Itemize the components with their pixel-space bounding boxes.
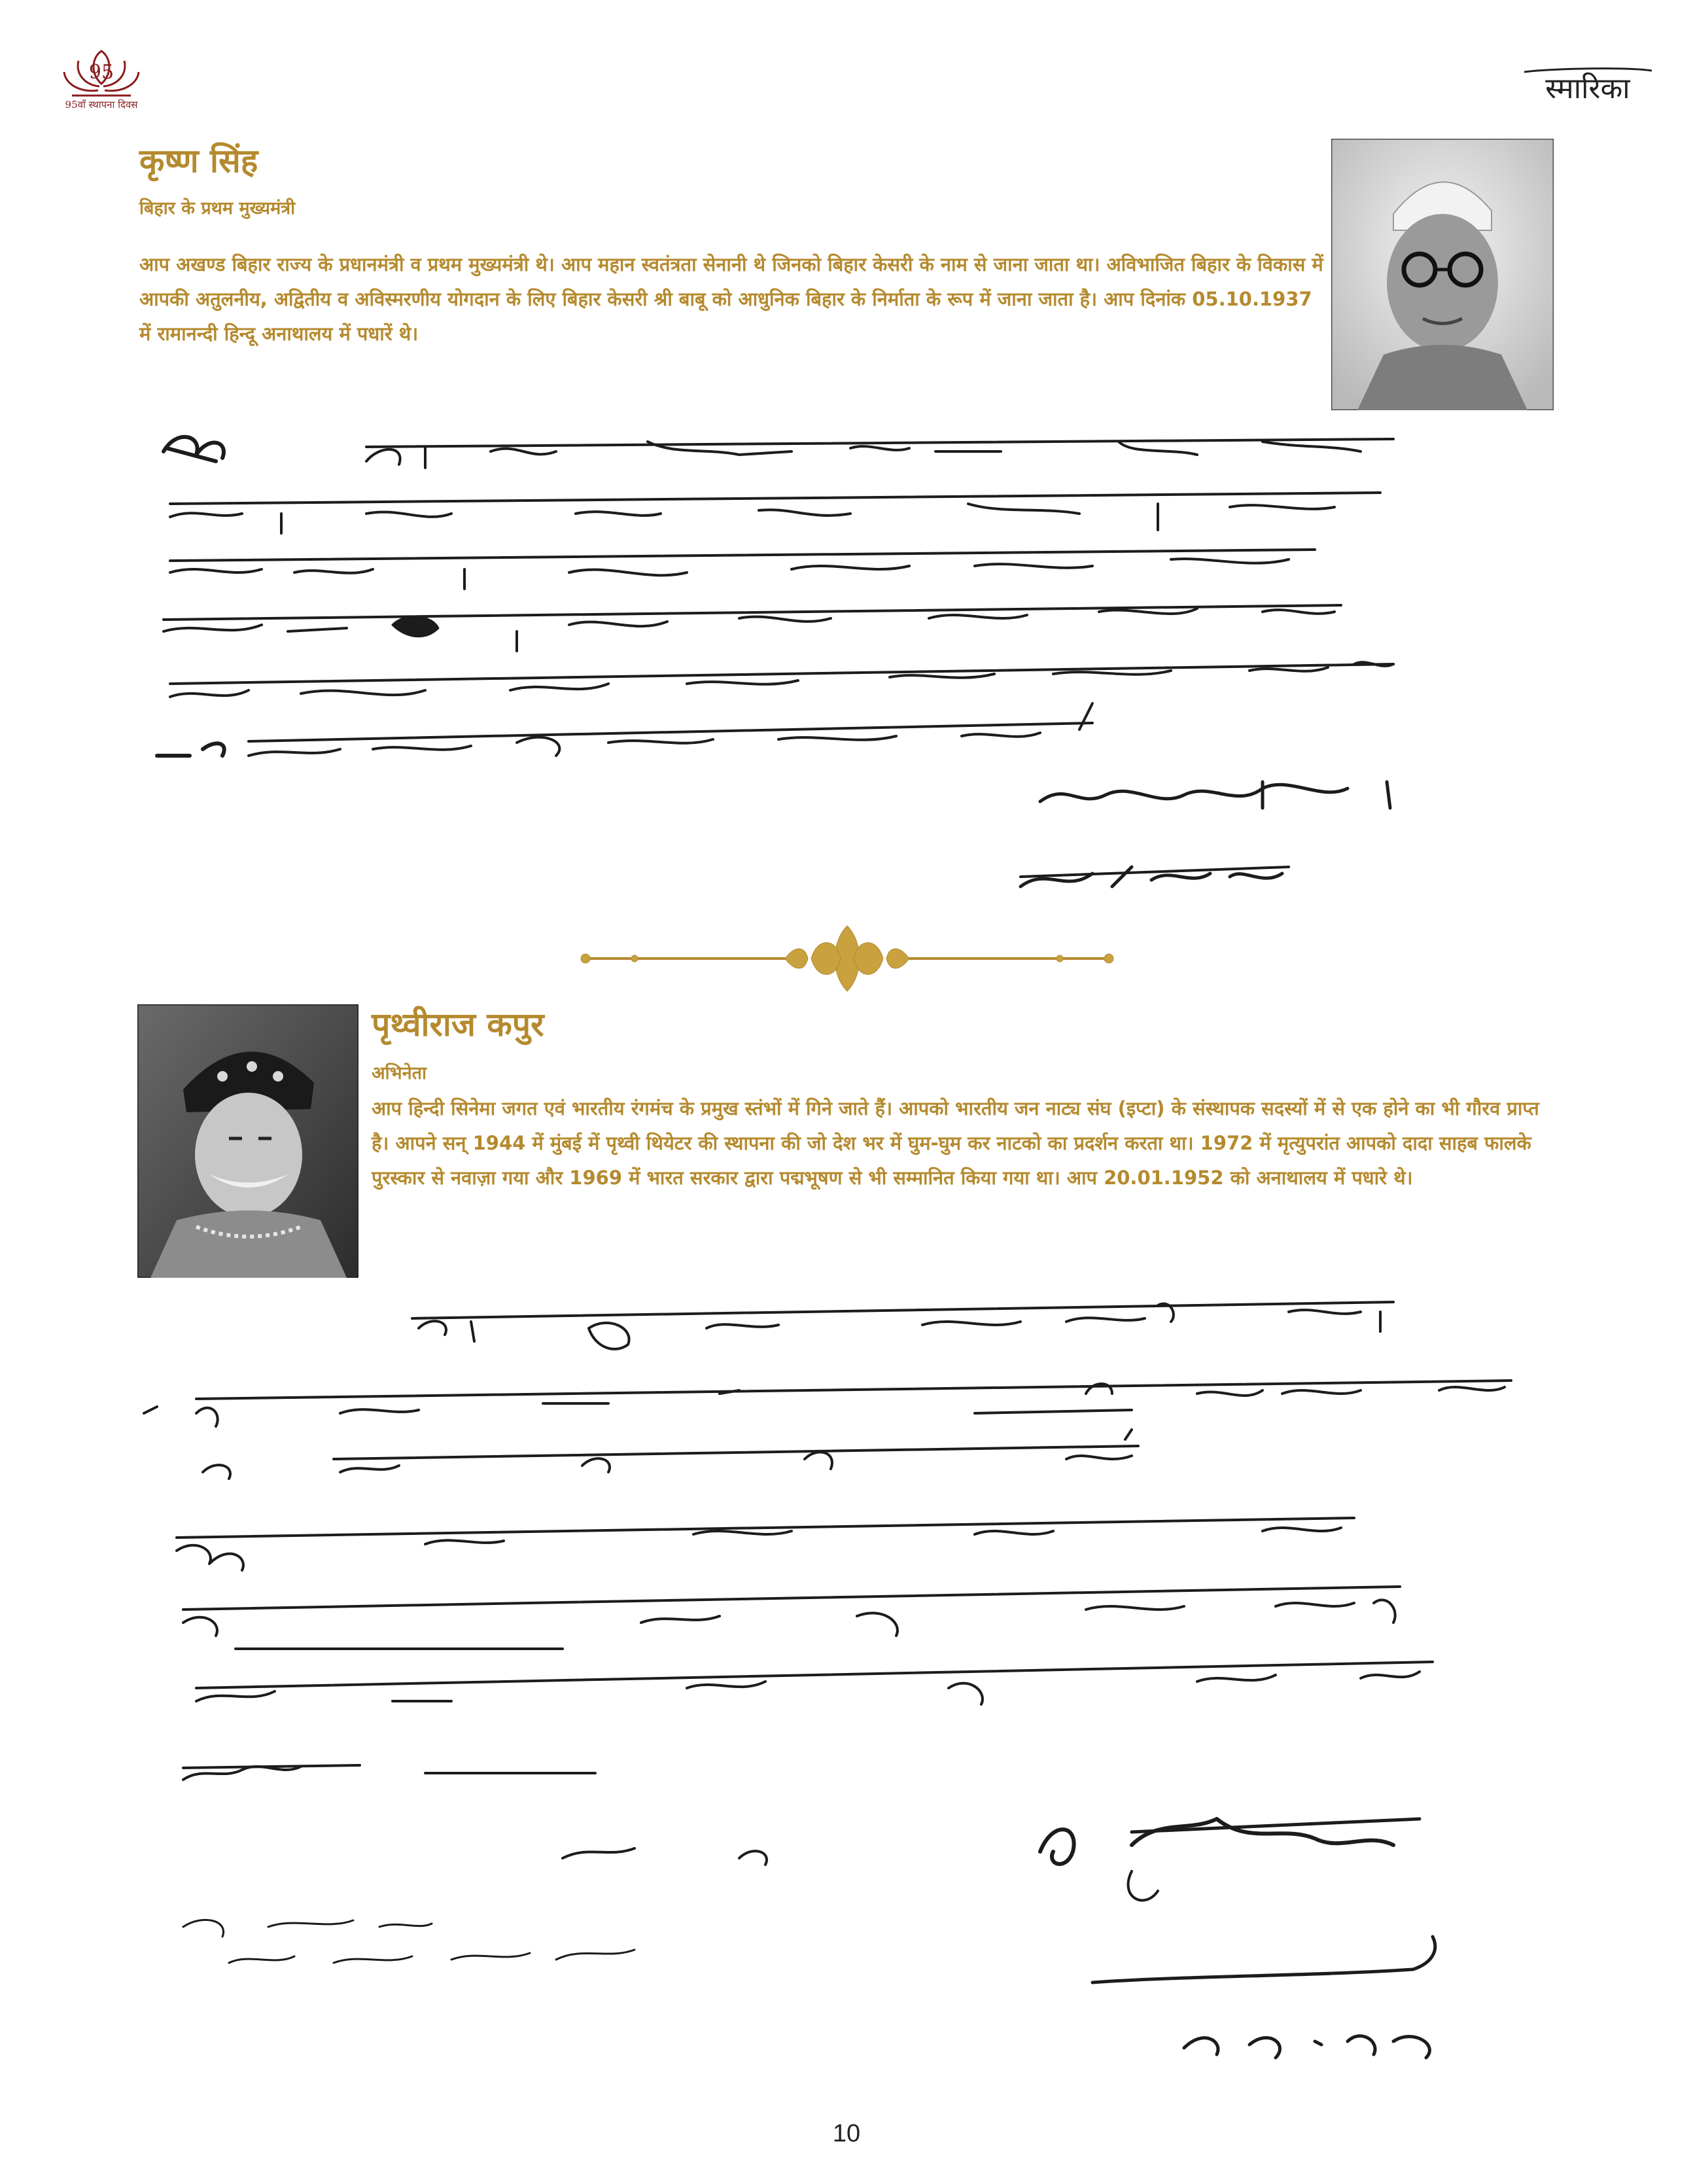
section2-bio: आप हिन्दी सिनेमा जगत एवं भारतीय रंगमंच के प्रमुख स्तंभों में गिने जाते हैं। आपको भारतीय जन नाट्य संघ (इप्टा) के संस्थापक सदस्यों में से एक होने का भी गौरव प्राप्त है। आपने सन् 1944 में मुंबई में पृथ्वी थियेटर की स्थापना की जो देश भर में घुम-घुम कर नाटको का प्रदर्शन करता था। 1972 में मृत्युपरांत आपको दादा साहब फालके पुरस्कार से नवाज़ा गया और 1969 में भारत सरकार द्वारा पद्मभूषण से भी सम्मानित किया गया था। आप 20.01.1952 को अनाथालय में पधारे थे। [372,1097,1539,1189]
logo-caption: 95वाँ स्थापना दिवस [65,99,138,111]
prithviraj-kapoor-portrait [137,1004,358,1278]
section1-role: बिहार के प्रथम मुख्यमंत्री [139,198,296,219]
section1-name: कृष्ण सिंह [139,141,258,180]
logo-number: 95 [88,61,114,84]
smarika-calligraphy-mark [1521,52,1655,111]
handwritten-note-krishna-singh [150,415,1554,939]
section2-name: पृथ्वीराज कपुर [372,1005,544,1044]
section1-bio: आप अखण्ड बिहार राज्य के प्रधानमंत्री व प्रथम मुख्यमंत्री थे। आप महान स्वतंत्रता सेनानी थे जिनको बिहार केसरी के नाम से जाना जाता था। अविभाजित बिहार के विकास में आपकी अतुलनीय, अद्वितीय व अविस्मरणीय योगदान के लिए बिहार केसरी श्री बाबू को आधुनिक बिहार के निर्माता के रूप में जाना जाता है। आप दिनांक 05.10.1937 में रामानन्दी हिन्दू अनाथालय में पधारें थे। [139,253,1323,345]
smarika-text: स्मारिका [1545,72,1630,105]
page-number: 10 [832,2120,861,2147]
handwritten-note-prithviraj-kapoor [137,1282,1554,2074]
section2-role: अभिनेता [372,1063,427,1083]
ornamental-divider [576,916,1119,1001]
krishna-singh-portrait [1331,139,1554,410]
